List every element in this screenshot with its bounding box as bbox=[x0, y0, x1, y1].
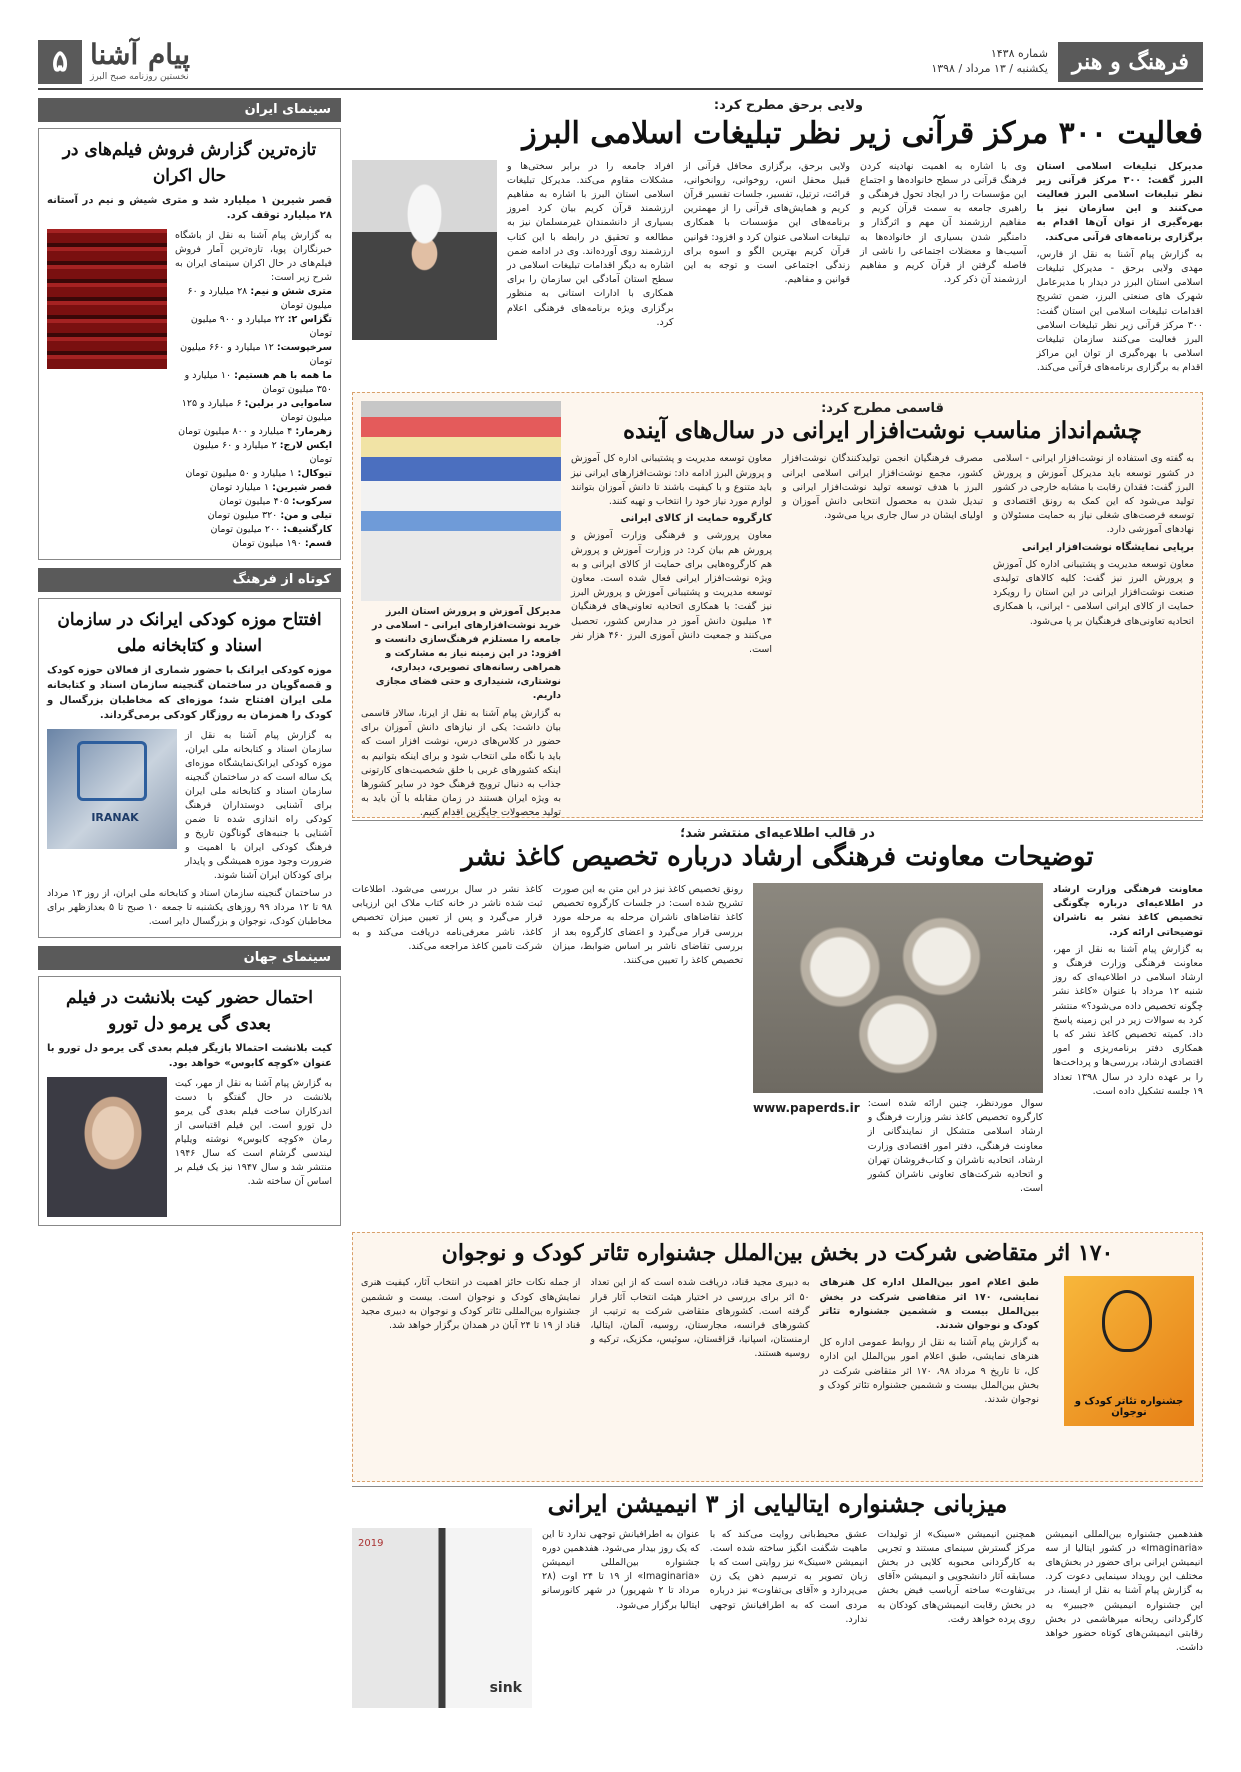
cinema-iran-title: تازه‌ترین گزارش فروش فیلم‌های در حال اکران bbox=[62, 140, 317, 186]
article4-col2: به دبیری مجید قناد، دریافت شده است که از این تعداد ۵۰ اثر برای بررسی در اختیار هیئت انتخاب آثار قرار گرفته است. کشورهای متقاضی شرکت به ترتیب از کشورهای فرانسه، مجارستان، روسیه، آلمان، ایتالیا، ارمنستان، اسپانیا، قزاقستان، سوئیس، مکزیک، ترکیه و روسیه هستند. bbox=[590, 1277, 810, 1360]
poster-year: 2019 bbox=[358, 1537, 384, 1549]
stationery-shop-photo bbox=[361, 401, 561, 601]
article4-column bbox=[820, 1276, 1039, 1426]
culture-brief-lead: موزه کودکی ایرانک با حضور شماری از فعالان حوزه کودک و قصه‌گویان در ساختمان گنجینه سازمان اسناد و کتابخانه ملی ایران افتتاح شد؛ موزه‌ای که مخاطبان بزرگسال و کودک را همزمان به روزگار کودکی برمی‌گرداند. bbox=[47, 665, 332, 721]
poster-word: sink bbox=[489, 1679, 522, 1696]
article2-col3: مصرف فرهنگیان انجمن تولیدکنندگان نوشت‌افزار کشور، مجمع نوشت‌افزار ایرانی اسلامی ایرانی البرز با هدف توسعه تولید نوشت‌افزار ایرانی و تبدیل شدن به محصول انتخابی دانش آموزان و اولیای ایشان در سال جاری برپا می‌شود. bbox=[782, 453, 983, 522]
article4-col1: به گزارش پیام آشنا به نقل از روابط عمومی اداره کل هنرهای نمایشی، طبق اعلام امور بین‌الملل این اداره کل، تا تاریخ ۹ مرداد ۹۸، ۱۷۰ اثر متقاضی شرکت در بخش بین‌الملل بیست و ششمین جشنواره تئاتر کودک و نوجوان شدند. bbox=[819, 1337, 1039, 1405]
article1-col4: افراد جامعه را در برابر سختی‌ها و مشکلات مقاوم می‌کند. مدیرکل تبلیغات اسلامی استان البرز با اشاره به مفاهیم ارزشمند قرآن کریم بیان کرد امروز بسیاری از دانشمندان غیرمسلمان نیز به مطالعه و تحقیق در رابطه با این کتاب ارزشمند روی آورده‌اند. وی در ادامه ضمن اشاره به دیگر اقدامات تبلیغات اسلامی در سطح استان آمادگی این سازمان را برای همکاری با ادارات استانی به منظور برگزاری ویژه برنامه‌های فرهنگی اعلام کرد. bbox=[507, 160, 674, 328]
article2-headline: چشم‌انداز مناسب نوشت‌افزار ایرانی در سال‌های آینده bbox=[622, 417, 1143, 444]
article5-col2: همچنین انیمیشن «سینک» از تولیدات مرکز گسترش سینمای مستند و تجربی به کارگردانی محبوبه کلایی در بخش مسابقه آثار دانشجویی و انیمیشن «آقای بی‌تفاوت» ساخته آریاسب فیض بخش در بخش رقابت انیمیشن‌های کودکان به روی پرده خواهد رفت. bbox=[877, 1528, 1036, 1625]
article1-headline: فعالیت ۳۰۰ مرکز قرآنی زیر نظر تبلیغات اسلامی البرز bbox=[522, 116, 1203, 151]
article1-col3: ولایی برحق، برگزاری محافل قرآنی از قبیل محفل انس، روخوانی، روانخوانی، قرائت، ترتیل، تفسیر، جلسات تفسیر قرآن کریم و همایش‌های قرآنی را از مهمترین برنامه‌های این مؤسسات با همکاری تبلیغات اسلامی عنوان کرد و افزود: قوانین قرآن کریم بهترین الگو و اسوه برای زندگی اجتماعی است و توجه به این قوانین و مفاهیم. bbox=[683, 160, 850, 286]
cinema-world-body: به گزارش پیام آشنا به نقل از مهر، کیت بلانشت در حال گفتگو با دست اندرکاران ساخت فیلم بعدی گی یرمو دل تورو است. این فیلم اقتباسی از رمان «کوچه کابوس» نوشته ویلیام لیندسی گرشام است که سال ۱۹۴۶ منتشر شد و سال ۱۹۴۷ نیز یک فیلم بر اساس آن ساخته شد. bbox=[175, 1078, 332, 1187]
box-office-item: متری شش و نیم: ۲۸ میلیارد و ۶۰ میلیون تومان bbox=[187, 286, 332, 311]
article5-col1: هفدهمین جشنواره بین‌المللی انیمیشن «Imaginaria» در کشور ایتالیا از سه انیمیشن ایرانی برای حضور در بخش‌های مختلف این رویداد سینمایی دعوت کرد. به گزارش پیام آشنا به نقل از ایسنا، در این جشنواره انیمیشن «جیبیر» به کارگردانی ریحانه میرهاشمی در بخش رقابتی انیمیشن‌های کوتاه حضور خواهد داشت. bbox=[1045, 1528, 1203, 1654]
brand bbox=[38, 38, 338, 86]
cleric-portrait-photo bbox=[352, 160, 497, 340]
box-office-item: تیلی و من: ۳۲۰ میلیون تومان bbox=[207, 510, 332, 521]
masthead bbox=[38, 38, 1203, 90]
issue-info bbox=[931, 46, 1048, 76]
article2-subhead4: کارگروه حمایت از کالای ایرانی bbox=[620, 513, 772, 525]
article1-col1: به گزارش پیام آشنا به نقل از فارس، مهدی ولایی برحق - مدیرکل تبلیغات اسلامی استان البرز در دیدار با مدیرعامل شهرک های صنعتی البرز، ضمن تشریح اقدامات تبلیغات اسلامی این استان گفت: ۳۰۰ مرکز قرآنی زیر نظر تبلیغات اسلامی البرز فعالیت می‌کنند سازمان تبلیغات اسلامی با بهره‌گیری از توان این مراکز اقدام به برگزاری برنامه‌های قرآنی می‌کند. bbox=[1036, 248, 1203, 374]
paper-tagline: نخستین روزنامه صبح البرز bbox=[90, 72, 189, 82]
cinema-seats-photo bbox=[47, 229, 167, 369]
article2-col2b-text: معاون توسعه مدیریت و پشتیبانی اداره کل آموزش و پرورش البرز نیز گفت: کلیه کالاهای تولیدی صنعت نوشت‌افزار ایرانی در این استان را رویکرد حمایت از کالای ایرانی اسلامی - ایرانی، با همکاری اتحادیه تعاونی‌های فرهنگیان بر پا می‌شود. bbox=[993, 558, 1194, 627]
culture-brief-body1: به گزارش پیام آشنا به نقل از سازمان اسناد و کتابخانه ملی ایران، موزه کودکی ایرانک‌نمایشگاه موزه‌ای یک ساله است که در ساختمان گنجینه سازمان اسناد و کتابخانه ملی ایران برای آشنایی دوستداران فرهنگ کودکی راه اندازی شده تا ضمن آشنایی با جنبه‌های گوناگون تاریخ و فرهنگ کودکی ایران با اهمیت و ضرورت وجود موزه همیشگی و پایدار برای کودکان ایران آشنا شوند. bbox=[185, 730, 332, 881]
article2-col4-text: معاون توسعه مدیریت و پشتیبانی اداره کل آموزش و پرورش البرز ادامه داد: نوشت‌افزارهای ایرانی نیز باید متنوع و با کیفیت باشند تا دانش آموزان بتوانند لوازم مورد نیاز خود را انتخاب و تهیه کنند. bbox=[571, 453, 772, 508]
divider-rule bbox=[352, 820, 1203, 821]
cinema-iran-header: سینمای ایران bbox=[38, 98, 341, 122]
paper-name: پیام آشنا bbox=[90, 38, 191, 71]
article-children-theater bbox=[352, 1232, 1203, 1482]
culture-brief-box bbox=[38, 598, 341, 938]
cinema-world-lead: کیت بلانشت احتمالا بازیگر فیلم بعدی گی یرمو دل تورو با عنوان «کوچه کابوس» خواهد بود. bbox=[47, 1043, 332, 1069]
article2-caption: مدیرکل آموزش و پرورش استان البرز خرید نوشت‌افزارهای ایرانی - اسلامی در جامعه را مستلزم فرهنگ‌سازی دانست و افزود: در این زمینه نیاز به مشارکت و همراهی رسانه‌های تصویری، دیداری، نوشتاری، شنیداری و حتی فضای مجازی داریم. bbox=[371, 606, 561, 701]
box-office-item: سرکوب: ۴۰۵ میلیون تومان bbox=[219, 496, 332, 507]
article3-headline: توضیحات معاونت فرهنگی ارشاد درباره تخصیص کاغذ نشر bbox=[461, 842, 1094, 872]
box-office-item: تگزاس ۲: ۲۲ میلیارد و ۹۰۰ میلیون تومان bbox=[190, 314, 332, 339]
article2-col4b-text: معاون پرورشی و فرهنگی وزارت آموزش و پرورش هم بیان کرد: در وزارت آموزش و پرورش هم کارگروه‌هایی برای حمایت از کالای ایرانی و به ویژه نوشت‌افزار ایرانی فعال شده است. معاون توسعه مدیریت و پشتیبانی آموزش و پرورش البرز نیز گفت: با همکاری اتحادیه تعاونی‌های فرهنگیان ۱۴ میلیون دانش آموز در مدارس کشور، تحصیل می‌کنند و جمعیت دانش آموزی البرز ۴۶۰ هزار نفر است. bbox=[571, 530, 772, 656]
box-office-item: قسم: ۱۹۰ میلیون تومان bbox=[232, 538, 332, 549]
egg-character-icon bbox=[1102, 1290, 1152, 1352]
article3-column bbox=[1053, 883, 1203, 1196]
article3-col4: کاغذ نشر در سال بررسی می‌شود. اطلاعات ثبت شده ناشر در خانه کتاب ملاک این ارزیابی قرار می‌گیرد و پس از تعیین میزان تخصیص کاغذ، ناشر معرفی‌نامه دریافت می‌کند و به شرکت تامین کاغذ مراجعه می‌کند. bbox=[352, 883, 543, 952]
article4-lead: طبق اعلام امور بین‌الملل اداره کل هنرهای نمایشی، ۱۷۰ اثر متقاضی شرکت در بخش بین‌الملل بیست و ششمین جشنواره تئاتر کودک و نوجوان شدند. bbox=[819, 1277, 1039, 1331]
box-office-item: ساموایی در برلین: ۶ میلیارد و ۱۲۵ میلیون تومان bbox=[181, 398, 332, 423]
article2-col1: به گزارش پیام آشنا به نقل از ایرنا، سالار قاسمی بیان داشت: یکی از نیازهای دانش آموزان برای حضور در کلاس‌های درس، نوشت افزار است که باید با نگاه ملی انتخاب شود و برای اینکه بتوانیم به اینکه کشورهای غربی با خلق شخصیت‌های کارتونی جذاب به دنبال ترویج فرهنگ خود در سایر کشورها به ویژه ایران هستند در زمان مقابله با آن باید به تولید محصولات جایگزین اقدام کنیم. bbox=[361, 708, 561, 819]
museum-logo-photo bbox=[47, 729, 177, 849]
article2-col2-text: به گفته وی استفاده از نوشت‌افزار ایرانی - اسلامی در کشور توسعه باید مدیرکل آموزش و پرورش البرز گفت: فقدان رقابت با مشابه خارجی در کشور تولید می‌شود که این کمک به رونق اقتصادی و توسعه فرصت‌های شغلی نیاز به حمایت مسئولان و نهادهای آموزشی دارد. bbox=[993, 453, 1194, 536]
article5-col4: عنوان به اطرافیانش توجهی ندارد تا این که یک روز بیدار می‌شود. هفدهمین دوره جشنواره بین‌المللی انیمیشن «Imaginaria» از ۱۹ تا ۲۴ اوت (۲۸ مرداد تا ۲ شهریور) در شهر کانورسانو ایتالیا برگزار می‌شود. bbox=[542, 1528, 700, 1611]
article2-col4 bbox=[571, 452, 772, 657]
cinema-iran-box bbox=[38, 128, 341, 560]
section-badge: فرهنگ و هنر bbox=[1058, 42, 1203, 82]
article-quran-centers bbox=[352, 98, 1203, 388]
paper-rolls-photo bbox=[753, 883, 1043, 1093]
sidebar bbox=[38, 98, 341, 1734]
article3-lead: معاونت فرهنگی وزارت ارشاد در اطلاعیه‌ای درباره چگونگی تخصیص کاغذ نشر به ناشران توضیحاتی ارائه کرد. bbox=[1053, 883, 1203, 938]
box-office-item: زهرمار: ۴ میلیارد و ۸۰۰ میلیون تومان bbox=[178, 426, 332, 437]
animation-festival-posters bbox=[352, 1528, 532, 1708]
cinema-world-box bbox=[38, 976, 341, 1226]
issue-number: شماره ۱۴۳۸ bbox=[990, 47, 1048, 60]
article3-col2: سوال موردنظر، چنین ارائه شده است: کارگروه تخصیص کاغذ نشر وزارت فرهنگ و ارشاد اسلامی متشکل از نمایندگانی از معاونت فرهنگی، دفتر امور اقتصادی وزارت ارشاد، اتحادیه ناشران و کتاب‌فروشان تهران و اتحادیه شرکت‌های تعاونی ناشران کشور است. bbox=[867, 1097, 1043, 1195]
cinema-world-header: سینمای جهان bbox=[38, 946, 341, 970]
paper-caption-url: www.paperds.ir bbox=[753, 1100, 860, 1115]
museum-logo-text: IRANAK bbox=[91, 811, 139, 824]
article3-kicker: در قالب اطلاعیه‌ای منتشر شد؛ bbox=[680, 826, 875, 841]
article5-headline: میزبانی جشنواره ایتالیایی از ۳ انیمیشن ایرانی bbox=[547, 1489, 1008, 1518]
page-number: ۵ bbox=[38, 40, 82, 84]
article2-col2 bbox=[993, 452, 1194, 657]
box-office-item: ما همه با هم هستیم: ۱۰ میلیارد و ۳۵۰ میلیون تومان bbox=[184, 370, 332, 395]
divider-rule bbox=[352, 1486, 1203, 1487]
article-stationery bbox=[352, 392, 1203, 818]
box-office-item: کارگشیف: ۲۰۰ میلیون تومان bbox=[210, 524, 332, 535]
box-office-item: ایکس لارج: ۲ میلیارد و ۶۰ میلیون تومان bbox=[193, 440, 332, 465]
article3-col1: به گزارش پیام آشنا به نقل از مهر، معاونت فرهنگی وزارت فرهنگ و ارشاد اسلامی در اطلاعیه‌ای که روز شنبه ۱۲ مرداد با عنوان «کاغذ نشر چگونه تخصیص داده می‌شود؟» منتشر کرد به سوالات زیر در این زمینه پاسخ داد. کمیته تخصیص کاغذ نشر که با همکاری دفتر برنامه‌ریزی و امور اقتصادی ارشاد، بررسی‌ها و پرداخت‌ها را بر عهده دارد در سال ۱۳۹۸ تعداد ۱۹ جلسه تشکیل داده است. bbox=[1053, 943, 1204, 1097]
culture-brief-body2: در ساختمان گنجینه سازمان اسناد و کتابخانه ملی ایران، از روز ۱۳ مرداد ۹۸ تا ۱۲ مرداد ۹۹ روزهای یکشنبه تا جمعه ۱۰ صبح تا ۵ بعدازظهر برای مخاطبان کودک، نوجوان و بزرگسال دایر است. bbox=[47, 888, 333, 927]
article2-kicker: قاسمی مطرح کرد: bbox=[821, 401, 944, 416]
cinema-iran-lead: قصر شیرین ۱ میلیارد شد و متری شیش و نیم در آستانه ۲۸ میلیارد توقف کرد. bbox=[47, 195, 332, 221]
culture-brief-title: افتتاح موزه کودکی ایرانک در سازمان اسناد و کتابخانه ملی bbox=[57, 610, 322, 656]
actress-portrait-photo bbox=[47, 1077, 167, 1217]
article-italian-festival bbox=[352, 1490, 1203, 1730]
article2-subhead: برپایی نمایشگاه نوشت‌افزار ایرانی bbox=[1022, 541, 1194, 553]
article-paper-allocation bbox=[352, 826, 1203, 1226]
museum-logo-icon bbox=[77, 741, 147, 801]
cinema-world-title: احتمال حضور کیت بلانشت در فیلم بعدی گی یرمو دل تورو bbox=[66, 988, 313, 1034]
box-office-list bbox=[175, 285, 332, 551]
article3-col3: رونق تخصیص کاغذ نیز در این متن به این صورت تشریح شده است: در جلسات کارگروه تخصیص کاغذ تقاضاهای ناشران مرحله به مرحله مورد بررسی قرار می‌گیرد و اعضای کارگروه بعد از بررسی تقاضای ناشر بر اساس ضوابط، میزان تخصیص کاغذ را تعیین می‌کنند. bbox=[552, 883, 743, 966]
article1-kicker: ولایی برحق مطرح کرد: bbox=[713, 98, 863, 113]
issue-date: یکشنبه / ۱۳ مرداد / ۱۳۹۸ bbox=[931, 62, 1048, 75]
poster-caption: جشنواره تئاتر کودک و نوجوان bbox=[1074, 1396, 1184, 1419]
culture-brief-header: کوتاه از فرهنگ bbox=[38, 568, 341, 592]
article4-col3: از جمله نکات حائز اهمیت در انتخاب آثار، کیفیت هنری نمایش‌های کودک و نوجوان است. بیست و ششمین جشنواره بین‌المللی تئاتر کودک و نوجوان به دبیری مجید قناد از ۱۹ تا ۲۴ آبان در همدان برگزار خواهد شد. bbox=[361, 1277, 581, 1331]
article5-col3: عشق محیط‌بانی روایت می‌کند که با ماهیت شگفت انگیز ساخته شده است. انیمیشن «سینک» نیز روایتی است که با زبان تصویر به ترسیم ذهن یک زن می‌پردازد و «آقای بی‌تفاوت» نیز درباره مردی است که به اطرافیانش توجهی ندارد. bbox=[709, 1528, 868, 1625]
box-office-item: تیوکال: ۱ میلیارد و ۵۰ میلیون تومان bbox=[185, 468, 332, 479]
article1-col2: وی با اشاره به اهمیت نهادینه کردن فرهنگ قرآنی در سطح خانواده‌ها و اجتماع این مؤسسات را در ایجاد تحول فرهنگی و راهبری جامعه به سمت قرآن کریم و مفاهیم ارزشمند آن مهم و اثرگذار و دامنگیر شدن بسیاری از خانواده‌ها به آسیب‌ها و معضلات اجتماعی را ناشی از فاصله گرفتن از قرآن کریم و مفاهیم ارزشمند آن ذکر کرد. bbox=[860, 160, 1027, 286]
article1-lead: مدیرکل تبلیغات اسلامی استان البرز گفت: ۳۰۰ مرکز قرآنی زیر نظر تبلیغات اسلامی البرز فعالیت می‌کنند و این سازمان نیز با بهره‌گیری از توان آن‌ها اقدام به برگزاری برنامه‌های قرآنی می‌کند. bbox=[1036, 160, 1203, 243]
cinema-iran-body: به گزارش پیام آشنا به نقل از باشگاه خبرنگاران پویا، تازه‌ترین آمار فروش فیلم‌های در حال اکران سینمای ایران به شرح زیر است: bbox=[175, 230, 332, 283]
theater-festival-poster bbox=[1064, 1276, 1194, 1426]
article4-headline: ۱۷۰ اثر متقاضی شرکت در بخش بین‌الملل جشنواره تئاتر کودک و نوجوان bbox=[441, 1240, 1114, 1266]
box-office-item: سرخپوست: ۱۲ میلیارد و ۶۶۰ میلیون تومان bbox=[180, 342, 332, 367]
box-office-item: قصر شیرین: ۱ میلیارد تومان bbox=[209, 482, 332, 493]
article1-column bbox=[1037, 160, 1204, 376]
